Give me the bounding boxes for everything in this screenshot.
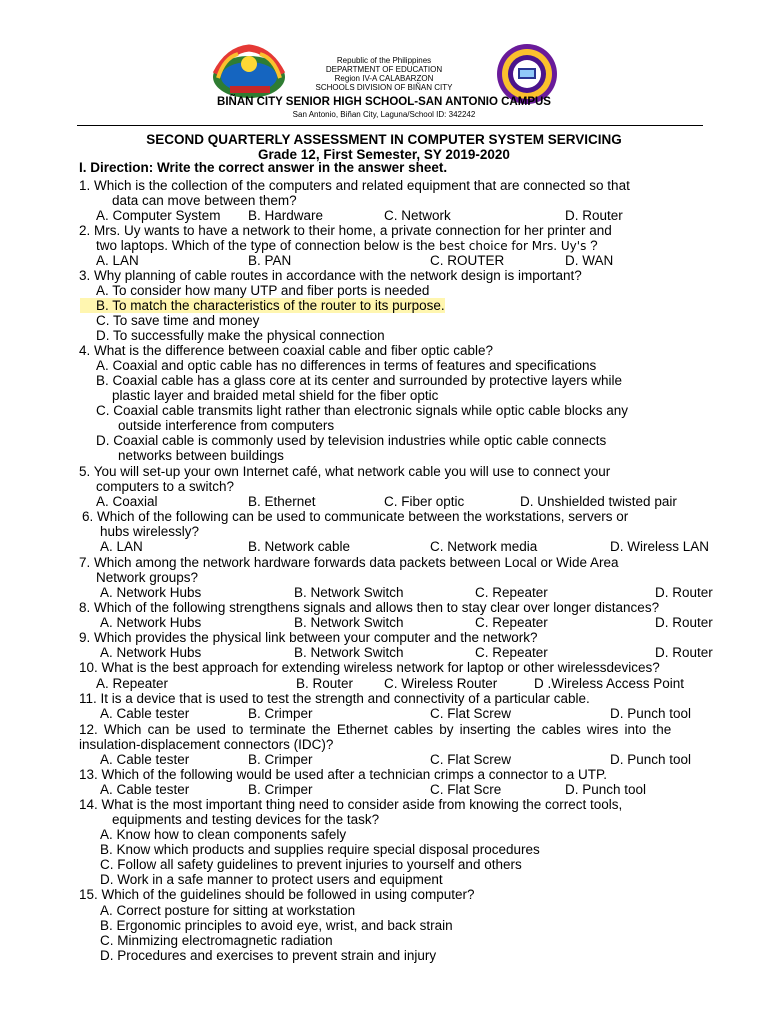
option-a: A. Correct posture for sitting at workstation: [100, 903, 356, 918]
option-b: B. Crimper: [248, 782, 313, 797]
header-republic: Republic of the Philippines: [336, 56, 432, 65]
option-c: C. Flat Scre: [430, 782, 502, 797]
option-b: B. Ethernet: [248, 494, 316, 509]
option-c: C. To save time and money: [96, 313, 260, 328]
option-a: A. Coaxial: [96, 494, 158, 509]
option-b: B. Know which products and supplies require special disposal procedures: [100, 842, 540, 857]
option-d: D. Coaxial cable is commonly used by television industries while optic cable connects: [96, 433, 607, 448]
question-text-part: best choice for Mrs. Uy's: [438, 239, 587, 253]
question-text: 12. Which can be used to terminate the Ethernet cables by inserting the cables wires into the: [79, 722, 672, 737]
option-a: A. Cable tester: [100, 752, 190, 767]
option-d: D. Router: [565, 208, 623, 223]
option-b-continued: plastic layer and braided metal shield for the fiber optic: [112, 388, 439, 403]
question-text: 15. Which of the guidelines should be followed in using computer?: [79, 887, 475, 902]
option-a: A. Cable tester: [100, 706, 190, 721]
option-c: C. Network media: [430, 539, 538, 554]
question-text: equipments and testing devices for the task?: [112, 812, 380, 827]
header-school-name: BIÑAN CITY SENIOR HIGH SCHOOL-SAN ANTONIO CAMPUS: [217, 96, 551, 108]
option-d: D .Wireless Access Point: [534, 676, 685, 691]
option-b: B. PAN: [248, 253, 292, 268]
option-d: D. Work in a safe manner to protect users and equipment: [100, 872, 443, 887]
question-text: 6. Which of the following can be used to communicate between the workstations, servers or: [82, 509, 629, 524]
option-a: A. LAN: [100, 539, 143, 554]
option-b: B. Coaxial cable has a glass core at its center and surrounded by protective layers while: [96, 373, 623, 388]
option-c: C. Flat Screw: [430, 752, 512, 767]
option-a: A. Network Hubs: [100, 615, 202, 630]
question-text: hubs wirelessly?: [100, 524, 200, 539]
option-b: B. Network Switch: [294, 615, 404, 630]
option-c: C. Repeater: [475, 645, 548, 660]
option-d: D. Punch tool: [610, 706, 692, 721]
option-a: A. Repeater: [96, 676, 169, 691]
option-d: D. Router: [655, 615, 713, 630]
header-division: SCHOOLS DIVISION OF BIÑAN CITY: [315, 83, 453, 92]
option-c: C. Fiber optic: [384, 494, 465, 509]
option-d: D. To successfully make the physical connection: [96, 328, 385, 343]
option-b: B. To match the characteristics of the router to its purpose.: [80, 298, 445, 313]
question-text: 2. Mrs. Uy wants to have a network to their home, a private connection for her printer and: [79, 223, 612, 238]
question-text-part: ?: [590, 238, 598, 253]
direction-text: I. Direction: Write the correct answer in the answer sheet.: [79, 160, 448, 175]
option-d: D. WAN: [565, 253, 614, 268]
question-text: 11. It is a device that is used to test the strength and connectivity of a particular cable.: [79, 691, 590, 706]
option-b: B. Network Switch: [294, 645, 404, 660]
header-region: Region IV-A CALABARZON: [334, 74, 434, 83]
option-c: C. Minmizing electromagnetic radiation: [100, 933, 333, 948]
question-text: 3. Why planning of cable routes in accordance with the network design is important?: [79, 268, 582, 283]
question-text: 9. Which provides the physical link between your computer and the network?: [79, 630, 538, 645]
option-b: B. Network Switch: [294, 585, 404, 600]
option-c: C. Flat Screw: [430, 706, 512, 721]
header-department: DEPARTMENT OF EDUCATION: [325, 65, 443, 74]
header-address: San Antonio, Biñan City, Laguna/School ID: 342242: [292, 110, 476, 119]
option-c: C. ROUTER: [430, 253, 505, 268]
question-text: 13. Which of the following would be used after a technician crimps a connector to a UTP.: [79, 767, 608, 782]
option-b: B. Network cable: [248, 539, 351, 554]
option-a: A. Computer System: [96, 208, 221, 223]
option-d-continued: networks between buildings: [118, 448, 284, 463]
option-a: A. LAN: [96, 253, 139, 268]
question-text: computers to a switch?: [96, 479, 235, 494]
option-a: A. Cable tester: [100, 782, 190, 797]
option-b: B. Crimper: [248, 752, 313, 767]
option-b: B. Router: [296, 676, 354, 691]
option-d: D. Router: [655, 645, 713, 660]
question-text: insulation-displacement connectors (IDC)?: [79, 737, 334, 752]
assessment-subtitle: Grade 12, First Semester, SY 2019-2020: [258, 147, 510, 162]
option-b: B. Ergonomic principles to avoid eye, wrist, and back strain: [100, 918, 453, 933]
option-d: D. Unshielded twisted pair: [520, 494, 677, 509]
option-c: C. Follow all safety guidelines to prevent injuries to yourself and others: [100, 857, 522, 872]
option-d: D. Punch tool: [565, 782, 647, 797]
option-c: C. Wireless Router: [384, 676, 498, 691]
option-d: D. Wireless LAN: [610, 539, 710, 554]
option-a: A. Network Hubs: [100, 645, 202, 660]
question-text: 10. What is the best approach for extending wireless network for laptop or other wirelessdevices?: [79, 660, 660, 675]
option-a: A. To consider how many UTP and fiber ports is needed: [96, 283, 430, 298]
assessment-title: SECOND QUARTERLY ASSESSMENT IN COMPUTER SYSTEM SERVICING: [146, 132, 622, 147]
question-text: 7. Which among the network hardware forwards data packets between Local or Wide Area: [79, 555, 619, 570]
question-text: [96, 238, 598, 254]
option-b: B. Crimper: [248, 706, 313, 721]
option-c-continued: outside interference from computers: [118, 418, 335, 433]
option-c: C. Repeater: [475, 615, 548, 630]
question-text-part: two laptops. Which of the type of connection below is the: [96, 238, 436, 253]
option-d: D. Procedures and exercises to prevent strain and injury: [100, 948, 437, 963]
question-text: 4. What is the difference between coaxial cable and fiber optic cable?: [79, 343, 494, 358]
question-text: 14. What is the most important thing need to consider aside from knowing the correct tools,: [79, 797, 623, 812]
option-d: D. Punch tool: [610, 752, 692, 767]
option-c: C. Repeater: [475, 585, 548, 600]
question-text: data can move between them?: [112, 193, 297, 208]
question-text: Network groups?: [96, 570, 199, 585]
question-text: 8. Which of the following strengthens signals and allows then to stay clear over longer distances?: [79, 600, 660, 615]
option-d: D. Router: [655, 585, 713, 600]
question-text: 1. Which is the collection of the computers and related equipment that are connected so that: [79, 178, 630, 193]
option-a: A. Coaxial and optic cable has no differences in terms of features and specifications: [96, 358, 597, 373]
option-c: C. Coaxial cable transmits light rather than electronic signals while optic cable blocks any: [96, 403, 629, 418]
header-divider: [77, 125, 703, 126]
option-a: A. Network Hubs: [100, 585, 202, 600]
option-b: B. Hardware: [248, 208, 324, 223]
option-a: A. Know how to clean components safely: [100, 827, 347, 842]
question-text: 5. You will set-up your own Internet café, what network cable you will use to connect your: [79, 464, 611, 479]
option-c: C. Network: [384, 208, 451, 223]
